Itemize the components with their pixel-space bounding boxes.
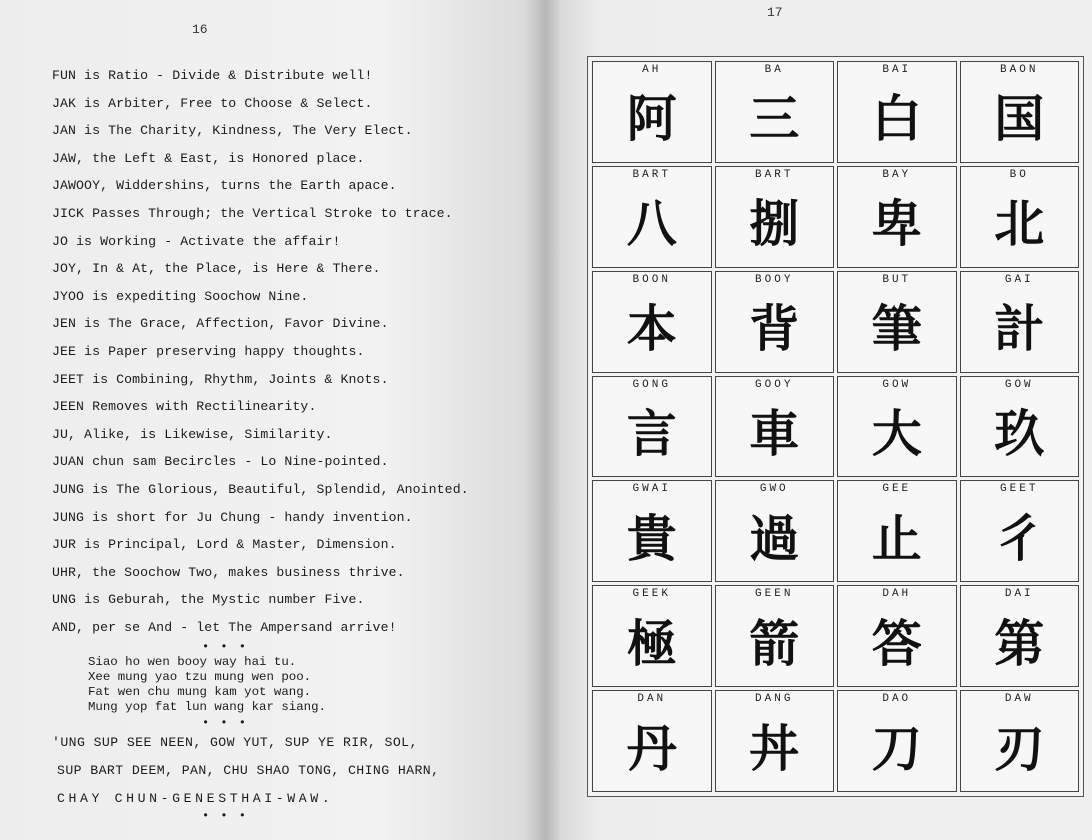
character-grid [592, 61, 1079, 792]
chinese-character: 過 [749, 509, 800, 568]
verse-line: UHR, the Soochow Two, makes business thrive. [52, 564, 405, 580]
verse-line: JAN is The Charity, Kindness, The Very Elect. [52, 123, 413, 139]
left-page [0, 0, 545, 840]
character-cell [837, 376, 957, 478]
character-cell [960, 271, 1080, 373]
romanization-label: BA [764, 64, 784, 76]
character-cell [715, 690, 835, 792]
chinese-character: 玖 [994, 404, 1045, 463]
closing-line: CHAY CHUN-GENESTHAI-WAW. [57, 790, 334, 806]
character-cell [960, 166, 1080, 268]
romanization-label: GOW [882, 378, 912, 391]
chinese-character: 彳 [994, 509, 1045, 568]
chinese-character: 極 [626, 614, 677, 673]
character-cell [960, 376, 1080, 478]
right-page [545, 0, 1092, 840]
chinese-character: 車 [749, 404, 800, 463]
verse-line: JOY, In & At, the Place, is Here & There. [52, 261, 381, 277]
verse-line: JEE is Paper preserving happy thoughts. [52, 343, 365, 359]
character-cell [715, 271, 835, 373]
verse-line: JEET is Combining, Rhythm, Joints & Knots. [52, 371, 389, 387]
character-cell [837, 166, 957, 268]
chinese-character: 丹 [626, 719, 677, 778]
character-cell [715, 480, 835, 582]
verse-line: JUNG is short for Ju Chung - handy invention. [52, 509, 413, 525]
chinese-character: 言 [626, 404, 677, 463]
romanization-label: BAY [882, 168, 912, 181]
character-cell [960, 480, 1080, 582]
page-number-right: 17 [767, 5, 783, 20]
verse-line: AND, per se And - let The Ampersand arrive! [52, 619, 397, 635]
character-cell [837, 61, 957, 163]
character-cell [837, 271, 957, 373]
verse-line: JAWOOY, Widdershins, turns the Earth apace. [52, 178, 397, 194]
chinese-character: 刀 [871, 719, 922, 778]
romanization-label: GAI [1004, 273, 1034, 286]
romanization-label: GOW [1004, 378, 1034, 391]
verse-line: JYOO is expediting Soochow Nine. [52, 288, 309, 304]
chinese-character: 筆 [871, 300, 922, 359]
chinese-character: 捌 [749, 195, 800, 254]
chant-block [52, 653, 537, 717]
romanization-label: DAN [637, 693, 667, 706]
ellipsis: • • • [202, 809, 249, 824]
romanization-label: BART [632, 168, 671, 181]
character-cell [715, 166, 835, 268]
closing-line: 'UNG SUP SEE NEEN, GOW YUT, SUP YE RIR, SOL, [52, 735, 418, 751]
chinese-character: 箭 [749, 614, 800, 673]
chant-line: Xee mung yao tzu mung wen poo. [88, 670, 312, 685]
closing-block [52, 729, 537, 812]
romanization-label: GEET [1000, 483, 1039, 496]
chinese-character: 八 [626, 195, 677, 254]
verse-line: JO is Working - Activate the affair! [52, 233, 341, 249]
verse-line: JUAN chun sam Becircles - Lo Nine-pointed. [52, 454, 389, 470]
chant-line: Siao ho wen booy way hai tu. [88, 655, 297, 670]
romanization-label: BAON [1000, 64, 1039, 76]
character-cell [837, 690, 957, 792]
romanization-label: GEE [882, 483, 912, 496]
character-cell [837, 585, 957, 687]
chinese-character: 貴 [626, 509, 677, 568]
character-cell [592, 166, 712, 268]
verse-line: JUNG is The Glorious, Beautiful, Splendid, Anointed. [52, 481, 469, 497]
romanization-label: BO [1009, 168, 1029, 181]
character-chart [587, 56, 1084, 797]
verse-line: JUR is Principal, Lord & Master, Dimension. [52, 537, 397, 553]
chinese-character: 第 [994, 614, 1045, 673]
romanization-label: GWO [759, 483, 789, 496]
verse-line: JICK Passes Through; the Vertical Stroke to trace. [52, 205, 453, 221]
character-cell [592, 376, 712, 478]
verse-line: JEN is The Grace, Affection, Favor Divine. [52, 316, 389, 332]
chinese-character: 丼 [749, 719, 800, 778]
chinese-character: 本 [626, 300, 677, 359]
romanization-label: GWAI [632, 483, 671, 496]
chinese-character: 北 [994, 195, 1045, 254]
chinese-character: 止 [871, 509, 922, 568]
verse-lines [52, 62, 537, 641]
chinese-character: 卑 [871, 195, 922, 254]
romanization-label: GEEN [755, 588, 794, 601]
chinese-character: 答 [871, 614, 922, 673]
chinese-character: 刃 [994, 719, 1045, 778]
character-cell [592, 480, 712, 582]
ellipsis: • • • [202, 640, 249, 655]
verse-line: JU, Alike, is Likewise, Similarity. [52, 426, 333, 442]
romanization-label: DAI [1004, 588, 1034, 601]
character-cell [715, 585, 835, 687]
closing-line: SUP BART DEEM, PAN, CHU SHAO TONG, CHING HARN, [57, 763, 440, 779]
romanization-label: DANG [755, 693, 794, 706]
character-cell [592, 61, 712, 163]
romanization-label: BAI [882, 64, 912, 76]
chinese-character: 阿 [626, 90, 677, 149]
character-cell [592, 585, 712, 687]
character-cell [960, 690, 1080, 792]
verse-line: JAW, the Left & East, is Honored place. [52, 150, 365, 166]
character-cell [715, 61, 835, 163]
romanization-label: DAW [1004, 693, 1034, 706]
romanization-label: BART [755, 168, 794, 181]
romanization-label: GOOY [755, 378, 794, 391]
romanization-label: DAO [882, 693, 912, 706]
chinese-character: 計 [994, 300, 1045, 359]
chinese-character: 背 [749, 300, 800, 359]
character-cell [960, 585, 1080, 687]
romanization-label: AH [642, 64, 662, 76]
character-cell [592, 690, 712, 792]
character-cell [592, 271, 712, 373]
romanization-label: GEEK [632, 588, 671, 601]
romanization-label: BUT [882, 273, 912, 286]
verse-line: FUN is Ratio - Divide & Distribute well! [52, 68, 373, 83]
romanization-label: BOOY [755, 273, 794, 286]
verse-line: JEEN Removes with Rectilinearity. [52, 399, 317, 415]
character-cell [960, 61, 1080, 163]
romanization-label: DAH [882, 588, 912, 601]
chinese-character: 白 [871, 90, 922, 149]
verse-block [52, 62, 537, 824]
character-cell [715, 376, 835, 478]
chant-line: Mung yop fat lun wang kar siang. [88, 700, 326, 715]
verse-line: UNG is Geburah, the Mystic number Five. [52, 592, 365, 608]
chinese-character: 大 [871, 404, 922, 463]
romanization-label: BOON [632, 273, 671, 286]
page-number-left: 16 [192, 22, 208, 37]
ellipsis: • • • [202, 716, 249, 731]
romanization-label: GONG [632, 378, 671, 391]
character-cell [837, 480, 957, 582]
chant-line: Fat wen chu mung kam yot wang. [88, 685, 312, 700]
chinese-character: 国 [994, 90, 1045, 149]
verse-line: JAK is Arbiter, Free to Choose & Select. [52, 95, 373, 111]
chinese-character: 三 [749, 90, 800, 149]
